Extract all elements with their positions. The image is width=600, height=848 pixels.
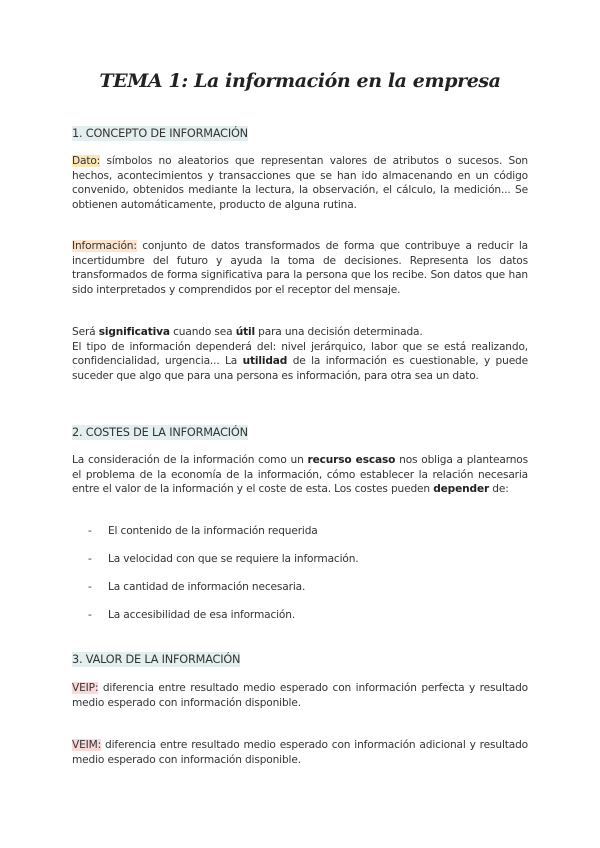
list-item	[88, 553, 359, 565]
bullet-dash: -	[88, 553, 92, 565]
list-item	[88, 525, 318, 537]
text-run: de la información es cuestionable, y puede suceder que algo que para una persona es información, para otra sea un dato.	[72, 355, 529, 382]
list-item-text: La velocidad con que se requiere la información.	[108, 553, 359, 565]
text-run: nos obliga a plantearnos el problema de la economía de la información, cómo establecer la relación necesaria entre el valor de la información y el coste de esta. Los costes pueden	[72, 454, 528, 496]
list-item-text: La accesibilidad de esa información.	[108, 609, 296, 621]
paragraph-veip	[72, 681, 528, 710]
paragraph-informacion	[72, 239, 528, 297]
text-run: El tipo de información dependerá del: nivel jerárquico, labor que se está realizando, confidencialidad, urgencia... La	[72, 340, 528, 368]
definition-veim: diferencia entre resultado medio esperado con información adicional y resultado medio esperado con información disponible.	[72, 739, 528, 766]
bold-utilidad: utilidad	[242, 355, 288, 368]
term-veip: VEIP:	[72, 682, 99, 694]
text-run: Será	[72, 326, 99, 338]
text-run: de:	[489, 483, 509, 496]
list-item-text: La cantidad de información necesaria.	[108, 581, 306, 593]
list-item-text: El contenido de la información requerida	[108, 525, 318, 537]
page-title: TEMA 1: La información en la empresa	[99, 70, 501, 92]
definition-informacion: conjunto de datos transformados de forma que contribuye a reducir la incertidumbre del futuro y ayuda la toma de decisiones. Representa los datos transformados de forma significativa para la persona que los recibe. Son datos que han sido interpretados y comprendidos por el receptor del mensaje.	[72, 240, 528, 296]
text-run: para una decisión determinada.	[254, 326, 423, 338]
section-heading-costes: 2. COSTES DE LA INFORMACIÓN	[72, 426, 248, 439]
paragraph-veim	[72, 738, 528, 767]
paragraph-dato	[72, 154, 528, 212]
term-veim: VEIM:	[72, 739, 102, 751]
term-dato: Dato:	[72, 155, 101, 167]
paragraph-significativa	[72, 325, 528, 383]
bullet-dash: -	[88, 525, 92, 537]
bullet-dash: -	[88, 581, 92, 593]
bold-util: útil	[235, 326, 255, 338]
list-item	[88, 581, 305, 593]
definition-dato: símbolos no aleatorios que representan valores de atributos o sucesos. Son hechos, acontecimientos y transacciones que se han ido almacenando en un código convenido, obtenidos mediante la lectura, la observación, el cálculo, la medición... Se obtienen automáticamente, producto de alguna rutina.	[72, 155, 528, 211]
text-run: cuando sea	[169, 326, 236, 338]
definition-veip: diferencia entre resultado medio esperado con información perfecta y resultado medio esperado con información disponible.	[72, 682, 528, 709]
section-heading-concepto: 1. CONCEPTO DE INFORMACIÓN	[72, 127, 248, 140]
text-run: La consideración de la información como un	[72, 454, 308, 466]
section-heading-valor: 3. VALOR DE LA INFORMACIÓN	[72, 653, 241, 666]
bold-recurso-escaso: recurso escaso	[307, 454, 396, 466]
bold-depender: depender	[433, 483, 490, 496]
term-informacion: Información:	[72, 240, 137, 252]
bullet-dash: -	[88, 609, 92, 621]
list-item	[88, 609, 295, 621]
paragraph-costes	[72, 453, 528, 497]
bold-significativa: significativa	[98, 326, 170, 338]
